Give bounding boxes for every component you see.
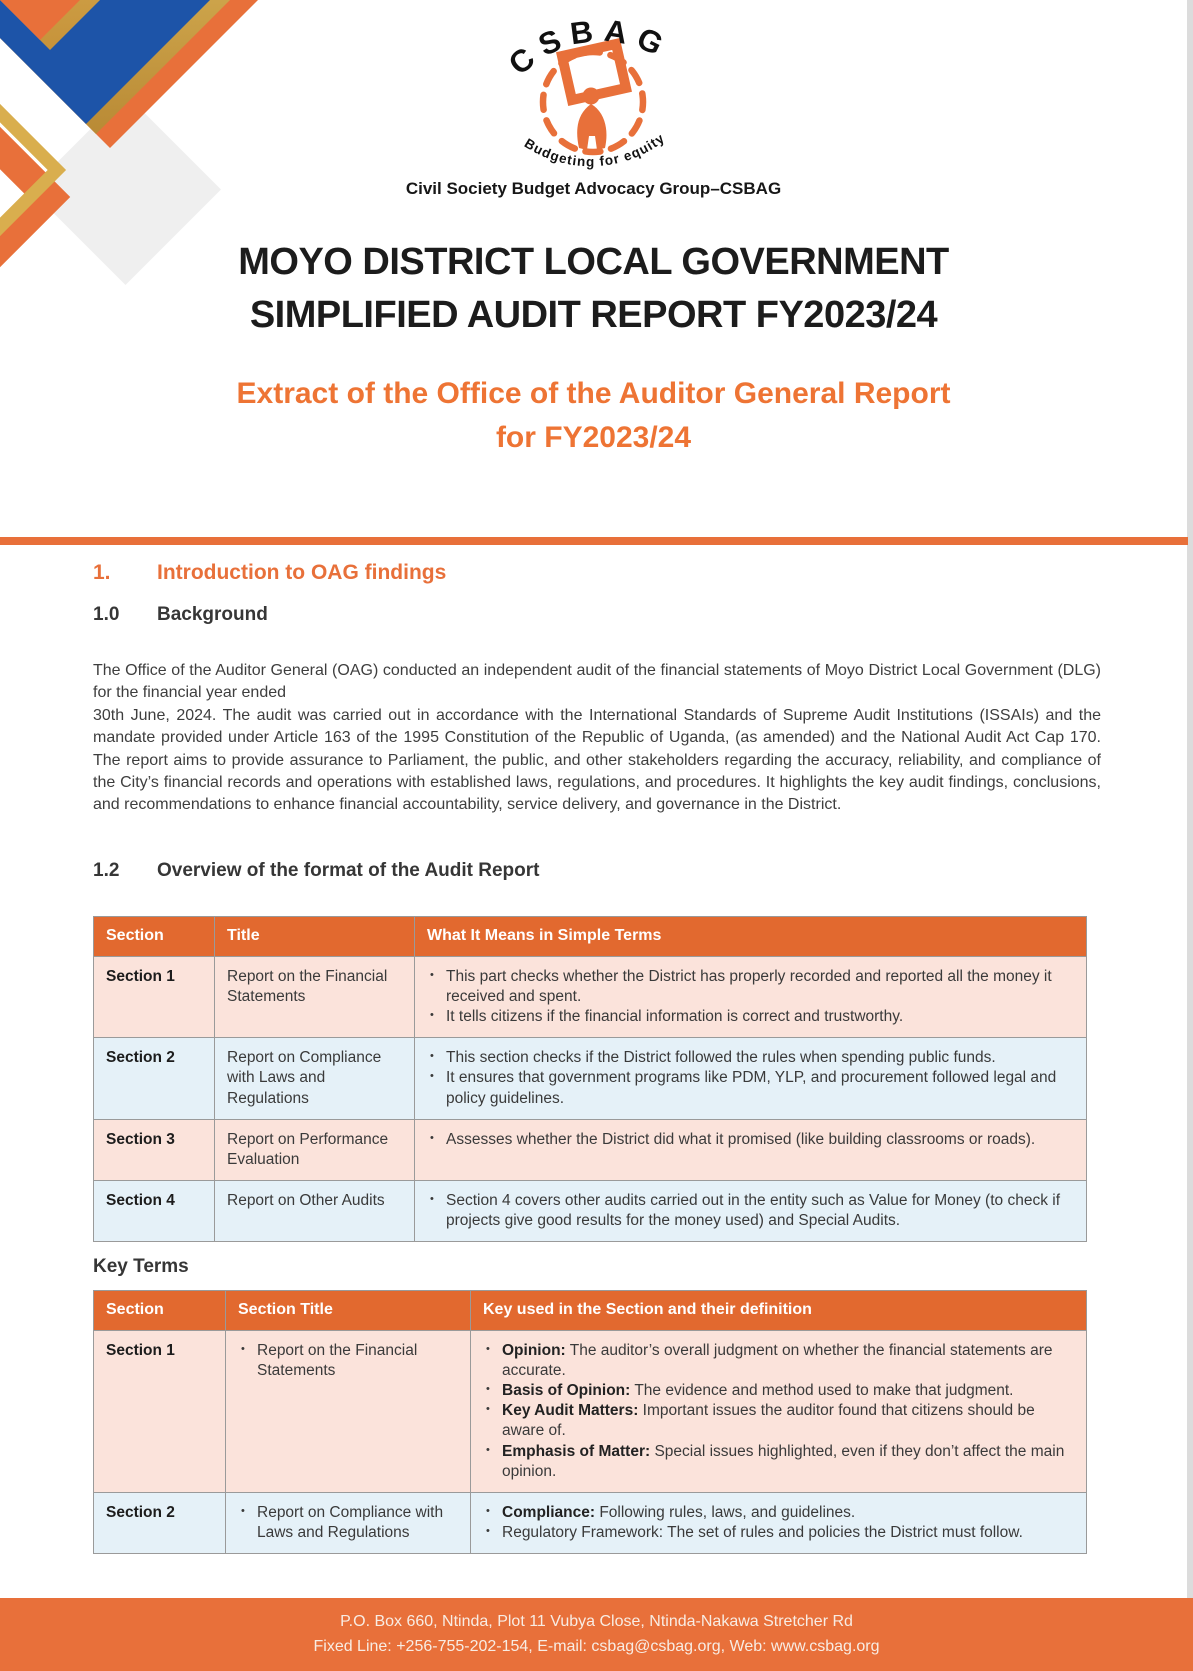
- heading-background: [93, 604, 268, 626]
- audit-format-table: [93, 916, 1087, 1242]
- table-row: [94, 1180, 1087, 1241]
- report-subtitle: [0, 372, 1187, 460]
- table-header-row: [94, 917, 1087, 957]
- orange-divider-bar: [0, 537, 1188, 545]
- cell-section-title: [226, 1492, 471, 1553]
- bullet-item: • Assesses whether the District did what it promised (like building classrooms or roads).: [427, 1130, 1074, 1150]
- logo-arc-text-top: CSBAG: [501, 12, 677, 82]
- cell-title: Report on the Financial Statements: [215, 956, 415, 1037]
- heading-intro: [93, 561, 446, 585]
- cell-section: Section 1: [94, 956, 215, 1037]
- report-title: [0, 236, 1187, 342]
- heading-background-label: Background: [157, 604, 268, 625]
- cell-definitions: [471, 1492, 1087, 1553]
- report-subtitle-line2: for FY2023/24: [495, 421, 692, 454]
- cell-meaning: [415, 1038, 1087, 1119]
- header-section-title: Section Title: [226, 1291, 471, 1331]
- footer: [0, 1598, 1193, 1671]
- heading-overview-number: 1.2: [93, 860, 120, 881]
- cell-title: Report on Compliance with Laws and Regulations: [215, 1038, 415, 1119]
- footer-address: P.O. Box 660, Ntinda, Plot 11 Vubya Close, Ntinda-Nakawa Stretcher Rd: [340, 1613, 853, 1630]
- cell-definitions: [471, 1330, 1087, 1492]
- bullet-item: • Regulatory Framework: The set of rules and policies the District must follow.: [483, 1523, 1074, 1543]
- table-row: [94, 1492, 1087, 1553]
- key-terms-table: [93, 1290, 1087, 1554]
- heading-key-terms: Key Terms: [93, 1256, 189, 1277]
- masthead: [0, 6, 1187, 199]
- cell-section-title: [226, 1330, 471, 1492]
- header-key-definition: Key used in the Section and their definition: [471, 1291, 1087, 1331]
- report-title-line2: SIMPLIFIED AUDIT REPORT FY2023/24: [249, 294, 938, 336]
- bullet-item: • Basis of Opinion: The evidence and method used to make that judgment.: [483, 1381, 1074, 1401]
- background-paragraph-part2: 30th June, 2024. The audit was carried out in accordance with the International Standards of Supreme Audit Institutions (ISSAIs) and the mandate provided under Article 163 of the 1995 Constitution of the Republic of Uganda, (as amended) and the National Audit Act Cap 170. The report aims to provide assurance to Parliament, the public, and other stakeholders regarding the accuracy, reliability, and compliance of the City’s financial records and operations with established laws, regulations, and procedures. It highlights the key audit findings, conclusions, and recommendations to enhance financial accountability, service delivery, and governance in the District.: [93, 706, 1101, 814]
- csbag-logo: [463, 6, 725, 172]
- background-paragraph: [93, 660, 1101, 817]
- heading-intro-label: Introduction to OAG findings: [157, 561, 447, 584]
- cell-section: Section 4: [94, 1180, 215, 1241]
- bullet-item: • This part checks whether the District has properly recorded and reported all the money it received and spent.: [427, 967, 1074, 1007]
- cell-meaning: [415, 956, 1087, 1037]
- bullet-item: • It tells citizens if the financial information is correct and trustworthy.: [427, 1007, 1074, 1027]
- report-subtitle-line1: Extract of the Office of the Auditor General Report: [236, 377, 951, 410]
- cell-title: Report on Performance Evaluation: [215, 1119, 415, 1180]
- bullet-item: • Opinion: The auditor’s overall judgment on whether the financial statements are accurate.: [483, 1341, 1074, 1381]
- bullet-item: • Emphasis of Matter: Special issues highlighted, even if they don’t affect the main opinion.: [483, 1442, 1074, 1482]
- bullet-item: • Report on the Financial Statements: [238, 1341, 458, 1381]
- header-meaning: What It Means in Simple Terms: [415, 917, 1087, 957]
- cell-section: Section 1: [94, 1330, 226, 1492]
- org-name: Civil Society Budget Advocacy Group–CSBAG: [405, 179, 782, 198]
- header-title: Title: [215, 917, 415, 957]
- cell-meaning: [415, 1119, 1087, 1180]
- cell-meaning: [415, 1180, 1087, 1241]
- bullet-item: • Compliance: Following rules, laws, and guidelines.: [483, 1503, 1074, 1523]
- cell-section: Section 2: [94, 1038, 215, 1119]
- bullet-item: • Section 4 covers other audits carried out in the entity such as Value for Money (to check if projects give good results for the money used) and Special Audits.: [427, 1191, 1074, 1231]
- table-row: [94, 956, 1087, 1037]
- cell-title: Report on Other Audits: [215, 1180, 415, 1241]
- logo-arc-text-bottom: Budgeting for equity: [521, 130, 668, 170]
- header-section: Section: [94, 1291, 226, 1331]
- page-edge-strip: [1187, 0, 1193, 1671]
- report-title-line1: MOYO DISTRICT LOCAL GOVERNMENT: [238, 241, 949, 283]
- cell-section: Section 3: [94, 1119, 215, 1180]
- table-header-row: [94, 1291, 1087, 1331]
- table-row: [94, 1330, 1087, 1492]
- table-row: [94, 1119, 1087, 1180]
- heading-intro-number: 1.: [93, 561, 111, 584]
- footer-contacts: Fixed Line: +256-755-202-154, E-mail: csbag@csbag.org, Web: www.csbag.org: [313, 1638, 880, 1655]
- background-paragraph-part1: The Office of the Auditor General (OAG) conducted an independent audit of the financial statements of Moyo District Local Government (DLG) for the financial year ended: [93, 662, 1101, 702]
- heading-overview-label: Overview of the format of the Audit Report: [157, 860, 540, 881]
- bullet-item: • Key Audit Matters: Important issues the auditor found that citizens should be aware of.: [483, 1401, 1074, 1441]
- heading-background-number: 1.0: [93, 604, 120, 625]
- bullet-item: • It ensures that government programs like PDM, YLP, and procurement followed legal and policy guidelines.: [427, 1068, 1074, 1108]
- header-section: Section: [94, 917, 215, 957]
- bullet-item: • Report on Compliance with Laws and Regulations: [238, 1503, 458, 1543]
- table-row: [94, 1038, 1087, 1119]
- bullet-item: • This section checks if the District followed the rules when spending public funds.: [427, 1048, 1074, 1068]
- cell-section: Section 2: [94, 1492, 226, 1553]
- heading-overview: [93, 860, 540, 882]
